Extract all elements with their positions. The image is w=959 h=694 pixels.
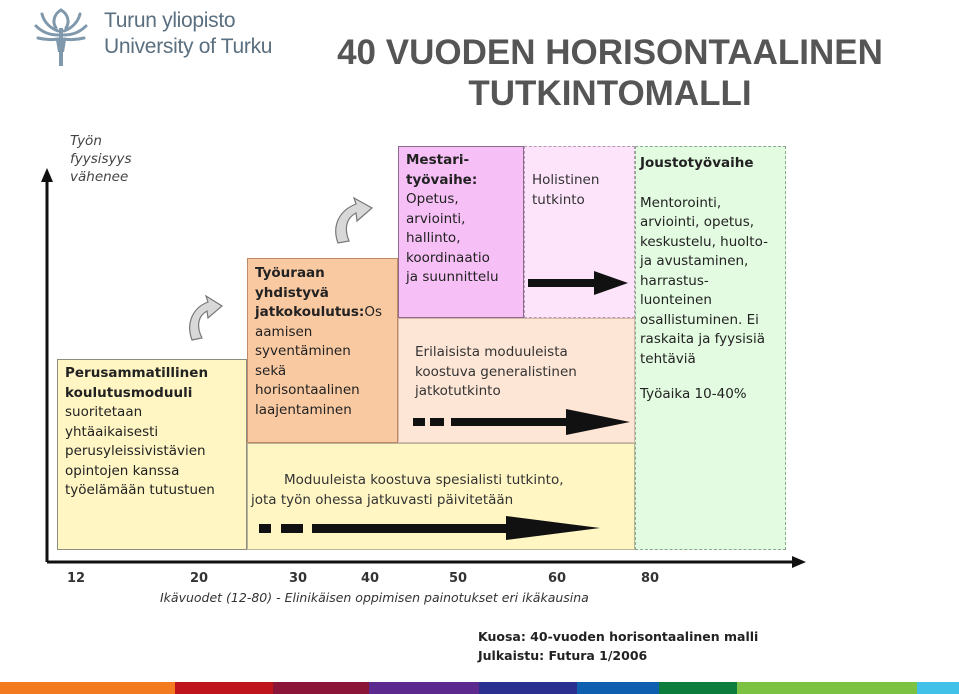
jousto-text-line: keskustelu, huolto- (640, 233, 768, 250)
tyouraan-text-line: horisontaalinen (255, 382, 360, 398)
holistinen-text-line: tutkinto (532, 191, 585, 208)
perus-text-line: perusyleissivistävien (65, 443, 206, 459)
stripe-segment (917, 682, 959, 694)
mestari-text-line: ja suunnittelu (406, 269, 499, 285)
perus-text-line: opintojen kanssa (65, 462, 180, 479)
joustotyovaihe-text (640, 154, 768, 405)
erilaisista-text-line: Erilaisista moduuleista (415, 344, 568, 360)
jousto-text-line: ja avustaminen, (640, 253, 749, 269)
x-tick-label: 50 (449, 571, 468, 586)
tyouraan-text-line: laajentaminen (255, 401, 352, 418)
perus-heading-line: Perusammatillinen (65, 365, 209, 381)
mestari-text (406, 151, 499, 288)
y-axis-arrowhead (41, 168, 53, 182)
page-title (290, 32, 930, 114)
torch-emblem-icon (30, 4, 92, 68)
jousto-worktime: Työaika 10-40% (640, 386, 747, 402)
x-tick-label: 40 (361, 571, 380, 586)
erilaisista-text-line: jatkotutkinto (415, 383, 501, 399)
y-axis-label-line: fyysisyys (70, 151, 132, 167)
title-line-2: TUTKINTOMALLI (468, 74, 752, 113)
perus-text-line: yhtäaikaisesti (65, 423, 159, 440)
stripe-segment (175, 682, 273, 694)
logo-finnish-name: Turun yliopisto (104, 9, 236, 32)
jousto-text-line: arviointi, opetus, (640, 214, 755, 230)
jousto-heading: Joustotyövaihe (640, 155, 754, 171)
stripe-segment (273, 682, 369, 694)
mestari-text-line: koordinaatio (406, 249, 490, 266)
tyouraan-text-line: sekä (255, 362, 287, 379)
moduuleista-text-line: jota työn ohessa jatkuvasti päivitetään (251, 491, 514, 508)
tyouraan-inline-text: Os (364, 304, 382, 320)
stripe-segment (0, 682, 175, 694)
x-tick-label: 60 (548, 571, 567, 586)
jousto-text-line: Mentorointi, (640, 194, 722, 211)
moduuleista-text (251, 471, 564, 510)
x-tick-label: 20 (190, 571, 209, 586)
jousto-text-line: osallistuminen. Ei (640, 311, 759, 328)
jousto-text-line: luonteinen (640, 292, 712, 308)
logo-english-name: University of Turku (104, 35, 273, 58)
y-axis-label (70, 132, 132, 186)
perus-text-line: työelämään tutustuen (65, 482, 215, 498)
stripe-segment (369, 682, 479, 694)
stripe-segment (659, 682, 737, 694)
perus-text-line: suoritetaan (65, 404, 143, 420)
mestari-heading-line: työvaihe: (406, 171, 478, 188)
mestari-text-line: arviointi, (406, 210, 466, 227)
x-axis-arrowhead (792, 556, 806, 568)
tyouraan-text-line: syventäminen (255, 343, 351, 359)
source-line: Julkaistu: Futura 1/2006 (478, 648, 648, 663)
holistinen-text (532, 171, 599, 210)
mestari-text-line: Opetus, (406, 191, 459, 207)
x-tick-label: 12 (67, 571, 86, 586)
jousto-text-line: harrastus- (640, 272, 709, 289)
y-axis-label-line: Työn (70, 133, 102, 149)
stripe-segment (737, 682, 917, 694)
moduuleista-text-line: Moduuleista koostuva spesialisti tutkinto, (284, 472, 564, 488)
x-tick-label: 30 (289, 571, 308, 586)
stripe-segment (577, 682, 659, 694)
title-line-1: 40 VUODEN HORISONTAALINEN (337, 33, 883, 72)
tyouraan-text-line: aamisen (255, 323, 313, 340)
stripe-segment (479, 682, 577, 694)
source-line: Kuosa: 40-vuoden horisontaalinen malli (478, 629, 759, 644)
tyouraan-heading-line: jatkokoulutus: (255, 304, 365, 320)
source-citation (478, 627, 758, 665)
perusammatillinen-text (65, 364, 215, 501)
mestari-text-line: hallinto, (406, 230, 461, 246)
curved-arrow-icon (190, 296, 222, 340)
tyouraan-heading-line: yhdistyvä (255, 284, 329, 301)
x-axis-caption: Ikävuodet (12-80) - Elinikäisen oppimisen painotukset eri ikäkausina (160, 590, 589, 605)
tyouraan-heading-line: Työuraan (255, 265, 325, 281)
curved-arrow-icon (336, 198, 372, 243)
jousto-text-line: raskaita ja fyysisiä (640, 331, 765, 347)
mestari-heading-line: Mestari- (406, 152, 470, 168)
jousto-text-line: tehtäviä (640, 350, 696, 367)
erilaisista-text (415, 343, 577, 402)
university-logo[interactable] (30, 4, 273, 68)
y-axis-label-line: vähenee (70, 169, 129, 185)
holistinen-text-line: Holistinen (532, 172, 600, 188)
tyouraan-text (255, 264, 382, 420)
erilaisista-text-line: koostuva generalistinen (415, 363, 577, 380)
x-tick-label: 80 (641, 571, 660, 586)
perus-heading-line: koulutusmoduuli (65, 384, 193, 401)
